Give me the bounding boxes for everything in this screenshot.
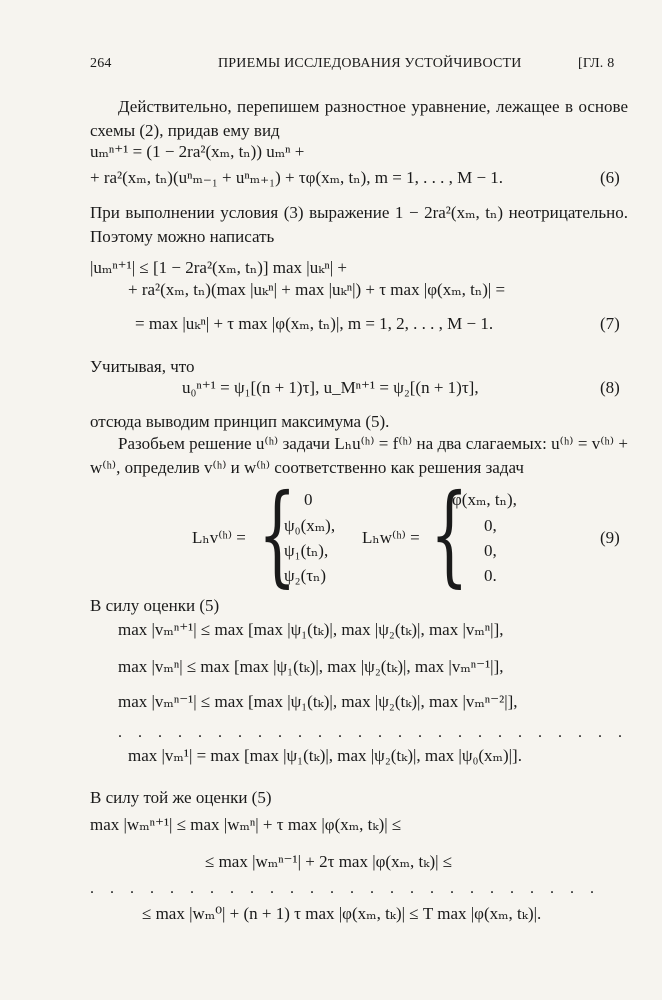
- equation-6-line-2: + ra²(xₘ, tₙ)(uⁿₘ₋₁ + uⁿₘ₊₁) + τφ(xₘ, tₙ), m = 1, . . . , M − 1.: [90, 168, 504, 187]
- equation-9-left-w: Lₕw⁽ʰ⁾ =: [362, 528, 420, 547]
- case-v-1: ψ₀(xₘ),: [284, 516, 336, 535]
- case-w-2: 0,: [484, 541, 497, 560]
- running-title: ПРИЕМЫ ИССЛЕДОВАНИЯ УСТОЙЧИВОСТИ: [218, 56, 522, 71]
- equation-7-line-1: |uₘⁿ⁺¹| ≤ [1 − 2ra²(xₘ, tₙ)] max |uₖⁿ| +: [90, 258, 347, 277]
- case-w-1: 0,: [484, 516, 497, 535]
- w-estimate-line-3: ≤ max |wₘ⁰| + (n + 1) τ max |φ(xₘ, tₖ)| ≤ T max |φ(xₘ, tₖ)|.: [142, 904, 542, 923]
- case-v-0: 0: [304, 490, 313, 509]
- equation-7-line-3: = max |uₖⁿ| + τ max |φ(xₘ, tₙ)|, m = 1, 2, . . . , M − 1.: [135, 314, 494, 333]
- left-brace-v: {: [258, 470, 297, 598]
- equation-7-line-2: + ra²(xₘ, tₙ)(max |uₖⁿ| + max |uₖⁿ|) + τ max |φ(xₘ, tₙ)| =: [128, 280, 506, 299]
- case-w-0: φ(xₘ, tₙ),: [452, 490, 517, 509]
- paragraph-intro: Действительно, перепишем разностное уравнение, лежащее в основе схемы (2), придав ему вид: [90, 97, 628, 140]
- paragraph-considering: Учитывая, что: [90, 357, 195, 376]
- equation-7-number: (7): [600, 314, 620, 333]
- v-estimate-line-3: max |vₘⁿ⁻¹| ≤ max [max |ψ₁(tₖ)|, max |ψ₂(tₖ)|, max |vₘⁿ⁻²|],: [118, 692, 518, 711]
- v-estimate-line-4: max |vₘ¹| = max [max |ψ₁(tₖ)|, max |ψ₂(tₖ)|, max |ψ₀(xₘ)|].: [128, 746, 522, 765]
- equation-6-line-1: uₘⁿ⁺¹ = (1 − 2ra²(xₘ, tₙ)) uₘⁿ +: [90, 142, 305, 161]
- paragraph-by-estimate: В силу оценки (5): [90, 596, 220, 615]
- chapter-label: [ГЛ. 8: [578, 56, 615, 71]
- equation-9-left-v: Lₕv⁽ʰ⁾ =: [192, 528, 246, 547]
- ellipsis-row-2: . . . . . . . . . . . . . . . . . . . . . . . . . .: [90, 880, 600, 897]
- paragraph-max-principle: отсюда выводим принцип максимума (5).: [90, 412, 390, 431]
- w-estimate-line-1: max |wₘⁿ⁺¹| ≤ max |wₘⁿ| + τ max |φ(xₘ, tₖ)| ≤: [90, 815, 402, 834]
- equation-6-number: (6): [600, 168, 620, 187]
- paragraph-same-estimate: В силу той же оценки (5): [90, 788, 272, 807]
- ellipsis-row-1: . . . . . . . . . . . . . . . . . . . . . . . . . .: [118, 724, 628, 741]
- w-estimate-line-2: ≤ max |wₘⁿ⁻¹| + 2τ max |φ(xₘ, tₖ)| ≤: [205, 852, 453, 871]
- equation-8: u₀ⁿ⁺¹ = ψ₁[(n + 1)τ], u_Mⁿ⁺¹ = ψ₂[(n + 1)τ],: [182, 378, 479, 397]
- left-brace-w: {: [430, 470, 469, 598]
- equation-9-number: (9): [600, 528, 620, 547]
- page-number: 264: [90, 56, 112, 71]
- case-v-3: ψ₂(τₙ): [284, 566, 327, 585]
- case-v-2: ψ₁(tₙ),: [284, 541, 329, 560]
- v-estimate-line-1: max |vₘⁿ⁺¹| ≤ max [max |ψ₁(tₖ)|, max |ψ₂(tₖ)|, max |vₘⁿ|],: [118, 620, 504, 639]
- v-estimate-line-2: max |vₘⁿ| ≤ max [max |ψ₁(tₖ)|, max |ψ₂(tₖ)|, max |vₘⁿ⁻¹|],: [118, 657, 504, 676]
- paragraph-condition: При выполнении условия (3) выражение 1 − 2ra²(xₘ, tₙ) неотрицательно. Поэтому можно написать: [90, 203, 628, 246]
- equation-8-number: (8): [600, 378, 620, 397]
- paragraph-decomposition: Разобьем решение u⁽ʰ⁾ задачи Lₕu⁽ʰ⁾ = f⁽ʰ⁾ на два слагаемых: u⁽ʰ⁾ = v⁽ʰ⁾ + w⁽ʰ⁾, определив v⁽ʰ⁾ и w⁽ʰ⁾ соответственно как решения задач: [90, 434, 628, 477]
- case-w-3: 0.: [484, 566, 497, 585]
